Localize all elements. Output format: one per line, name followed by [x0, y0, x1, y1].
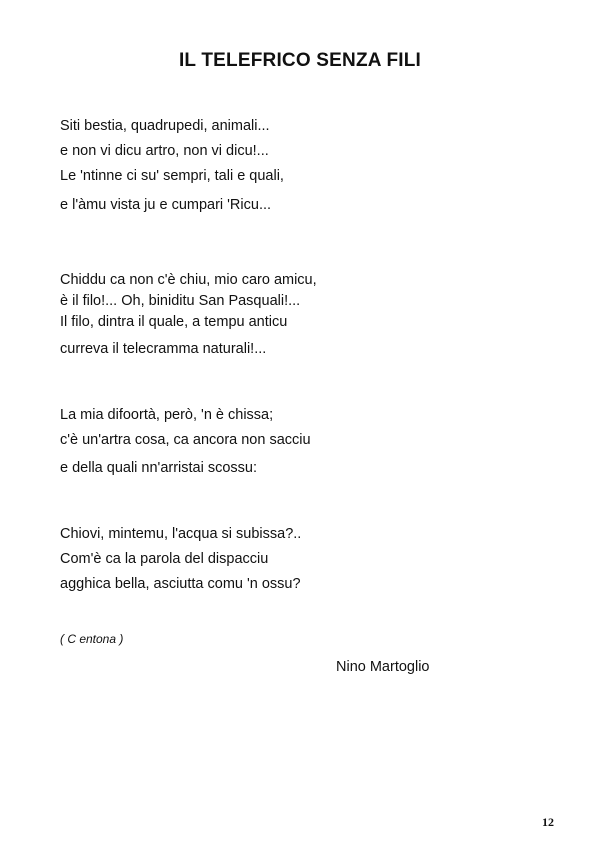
- stanza-3: [60, 407, 311, 476]
- poem-line: Chiddu ca non c'è chiu, mio caro amicu,: [60, 272, 317, 288]
- poem-line: Le 'ntinne ci su' sempri, tali e quali,: [60, 168, 284, 184]
- page-number: 12: [542, 815, 554, 829]
- stanza-2: [60, 272, 317, 357]
- poem-line: e della quali nn'arristai scossu:: [60, 460, 258, 476]
- poem-title: IL TELEFRICO SENZA FILI: [178, 50, 422, 71]
- poem-line: La mia difoortà, però, 'n è chissa;: [60, 407, 274, 423]
- poem-line: Il filo, dintra il quale, a tempu anticu: [60, 314, 288, 330]
- stanza-1: [60, 118, 284, 213]
- author-name: Nino Martoglio: [336, 659, 430, 675]
- poem-line: c'è un'artra cosa, ca ancora non sacciu: [60, 432, 311, 448]
- stanza-4: [60, 526, 301, 592]
- source-note: ( C entona ): [60, 632, 124, 646]
- poem-line: Com'è ca la parola del dispacciu: [60, 551, 269, 567]
- poem-line: e l'àmu vista ju e cumpari 'Ricu...: [60, 197, 272, 213]
- poem-line: agghica bella, asciutta comu 'n ossu?: [60, 576, 301, 592]
- poem-line: e non vi dicu artro, non vi dicu!...: [60, 143, 269, 159]
- poem-line: è il filo!... Oh, biniditu San Pasquali!...: [60, 293, 301, 309]
- poem-line: Siti bestia, quadrupedi, animali...: [60, 118, 270, 134]
- poem-line: Chiovi, mintemu, l'acqua si subissa?..: [60, 526, 302, 542]
- poem-line: curreva il telecramma naturali!...: [60, 341, 267, 357]
